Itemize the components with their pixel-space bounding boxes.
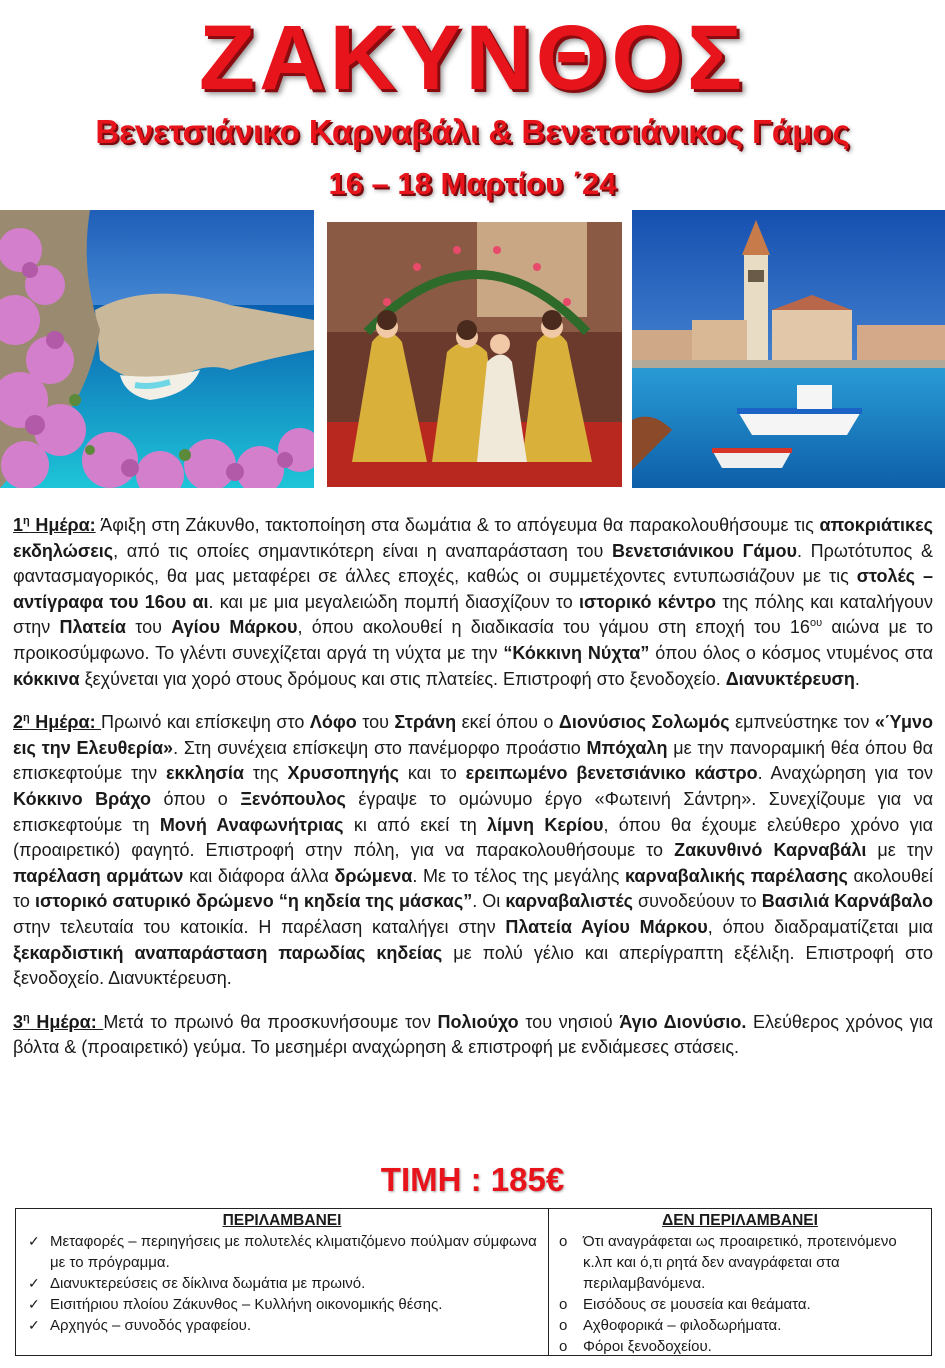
day-number: 2 [13,712,24,733]
not-included-item [557,1336,923,1357]
highlight-text: καρναβαλικής παρέλασης [624,865,848,886]
highlight-text: ξεκαρδιστική αναπαράσταση παρωδίας κηδείας [13,942,443,963]
highlight-text: δρώμενα [334,865,413,886]
included-item-text: Αρχηγός – συνοδός γραφείου. [50,1317,252,1334]
included-item [24,1294,540,1315]
day-label [13,515,96,535]
not-included-item [557,1231,923,1294]
day-1-paragraph [13,513,933,692]
checkmark-icon: ✓ [28,1233,40,1249]
page-title: ΖΑΚΥΝΘΟΣ [198,7,747,109]
body-text: ξεχύνεται για χορό στους δρόμους και στις πλατείες. Επιστροφή στο ξενοδοχείο. [79,668,726,689]
body-text: του νησιού [518,1011,620,1032]
body-text: . Οι [472,891,506,912]
highlight-text: Λόφο [309,712,357,733]
body-text: με πολύ γέλιο και απερίγραπτη εξέλιξη. Επιστροφή στο ξενοδοχείο. Διανυκτέρευση. [13,942,933,989]
highlight-text: αποκριάτικες εκδηλώσεις [13,515,933,561]
body-text: και το [399,763,466,784]
includes-table [15,1208,932,1356]
body-text: Πρωινό και επίσκεψη στο [101,712,310,733]
highlight-text: ιστορικό κέντρο [579,591,717,612]
not-included-heading: ΔΕΝ ΠΕΡΙΛΑΜΒΑΝΕΙ [662,1212,818,1229]
body-text: όπου όλος ο κόσμος ντυμένος στα [649,642,933,663]
highlight-text: Βασιλιά Καρνάβαλο [761,891,933,912]
highlight-text: “Κόκκινη Νύχτα” [503,642,650,663]
body-text: Ελεύθερος χρόνος για βόλτα & (προαιρετικό) γεύμα. Το μεσημέρι αναχώρηση & επιστροφή με ενδιάμεσες στάσεις. [13,1011,933,1058]
day-word: Ημέρα: [29,1011,104,1032]
not-included-item-text: Εισόδους σε μουσεία και θεάματα. [583,1296,811,1313]
not-included-list [557,1231,923,1357]
day-3-paragraph [13,1010,933,1061]
highlight-text: κόκκινα [13,668,80,689]
day-number-suffix: η [23,1011,30,1024]
highlight-text: «Ύμνο εις την Ελευθερία» [13,712,933,758]
body-text: κι από εκεί τη [343,814,488,835]
not-included-item-text: Αχθοφορικά – φιλοδωρήματα. [583,1317,782,1334]
body-text: Άφιξη στη Ζάκυνθο, τακτοποίηση στα δωμάτια & το απόγευμα θα παρακολουθήσουμε τις [95,515,820,535]
highlight-text: καρναβαλιστές [505,891,633,912]
body-text: έγραψε το ομώνυμο έργο «Φωτεινή Σάντρη». Συνεχίζουμε για να επισκεφτούμε τη [13,788,933,835]
included-item-text: Διανυκτερεύσεις σε δίκλινα δωμάτια με πρωινό. [50,1275,366,1292]
not-included-item [557,1315,923,1336]
not-included-column [549,1209,931,1355]
body-text: , από τις οποίες σημαντικότερη είναι η αναπαράσταση του [113,540,612,561]
body-text: εμπνεύστηκε τον [729,712,875,733]
body-text: Μετά το πρωινό θα προσκυνήσουμε τον [103,1011,438,1032]
highlight-text: Διανυκτέρευση [725,668,855,689]
day-number: 3 [13,1011,24,1032]
included-heading: ΠΕΡΙΛΑΜΒΑΝΕΙ [222,1212,342,1229]
checkmark-icon: ✓ [28,1317,40,1333]
highlight-text: ερειπωμένο βενετσιάνικο κάστρο [465,763,758,784]
checkmark-icon: ✓ [28,1275,40,1291]
highlight-text: Στράνη [394,712,457,733]
day-word: Ημέρα: [29,515,96,535]
event-subtitle: Βενετσιάνικο Καρναβάλι & Βενετσιάνικος Γάμος [95,113,850,150]
highlight-text: Βενετσιάνικου Γάμου [611,540,797,561]
included-item [24,1273,540,1294]
bullet-icon: o [559,1338,568,1355]
day-word: Ημέρα: [29,712,102,733]
day-number: 1 [13,515,24,535]
included-column [16,1209,549,1355]
photo-zakynthos-harbour [632,210,945,488]
highlight-text: Ξενόπουλος [240,788,346,809]
body-text: της πόλης και καταλήγουν στην [13,591,933,638]
bullet-icon: o [559,1296,568,1313]
highlight-text: Μπόχαλη [586,737,668,758]
body-text: . Στη συνέχεια επίσκεψη στο πανέμορφο προάστιο [173,737,587,758]
highlight-text: Πολιούχο [437,1011,519,1032]
event-dates: 16 – 18 Μαρτίου ΄24 [328,166,617,201]
body-text: . Αναχώρηση για τον [757,763,933,784]
highlight-text: Κόκκινο Βράχο [13,788,152,809]
body-text: όπου ο [151,788,241,809]
highlight-text: εκκλησία [165,763,244,784]
body-text: της [243,763,288,784]
body-text: του [356,712,395,733]
highlight-text: παρέλαση αρμάτων [13,865,184,886]
highlight-text: Πλατεία [59,617,126,638]
included-item [24,1315,540,1336]
highlight-text: στολές – αντίγραφα του 16ου αι [13,566,933,612]
body-text: αιώνα με το προικοσύμφωνο. Το γλέντι συνεχίζεται αργά τη νύχτα με την [13,617,934,663]
body-text: . [854,668,860,689]
itinerary [13,513,933,1079]
day-label [13,712,101,732]
day-number-suffix: η [23,515,30,527]
body-text: ου [809,617,823,630]
photo-venetian-wedding [327,222,622,487]
body-text: . Με το τέλος της μεγάλης [412,865,625,886]
highlight-text: ιστορικό σατυρικό δρώμενο “η κηδεία της μάσκας” [34,891,473,912]
body-text: με την πανοραμική θέα όπου θα επισκεφτούμε την [13,737,934,784]
body-text: με την [866,840,933,861]
highlight-text: Διονύσιος Σολωμός [558,712,730,733]
not-included-item-text: Ότι αναγράφεται ως προαιρετικό, προτεινόμενο κ.λπ και ό,τι ρητά δεν αναγράφεται στα περιλαμβανόμενα. [583,1233,897,1292]
included-list [24,1231,540,1336]
highlight-text: λίμνη Κερίου [487,814,604,835]
highlight-text: Αγίου Μάρκου [171,617,298,638]
body-text: στην τελευταία του κατοικία. Η παρέλαση καταλήγει στην [13,916,506,937]
body-text: , όπου ακολουθεί η διαδικασία του γάμου στη εποχή του 16 [297,617,810,638]
not-included-item-text: Φόροι ξενοδοχείου. [583,1338,712,1355]
included-item-text: Εισιτήριου πλοίου Ζάκυνθος – Κυλλήνη οικονομικής θέσης. [50,1296,443,1313]
photo-navagio-beach [0,210,314,488]
day-label [13,1012,103,1032]
bullet-icon: o [559,1233,568,1250]
highlight-text: Άγιο Διονύσιο. [619,1011,747,1032]
highlight-text: Μονή Αναφωνήτριας [159,814,344,835]
day-number-suffix: η [23,712,30,725]
included-item [24,1231,540,1273]
included-item-text: Μεταφορές – περιηγήσεις με πολυτελές κλιματιζόμενο πούλμαν σύμφωνα με το πρόγραμμα. [50,1233,537,1271]
body-text: , όπου θα έχουμε ελεύθερο χρόνο για (προαιρετικό) φαγητό. Επιστροφή στην πόλη, για να παρακολουθήσουμε το [13,814,933,861]
body-text: και διάφορα άλλα [183,865,335,886]
body-text: ακολουθεί το [13,865,934,912]
body-text: συνοδεύουν το [632,891,762,912]
highlight-text: Χρυσοπηγής [287,763,400,784]
highlight-text: Ζακυνθινό Καρναβάλι [674,840,867,861]
price-label: ΤΙΜΗ : 185€ [380,1161,565,1198]
bullet-icon: o [559,1317,568,1334]
body-text: του [126,617,172,638]
body-text: εκεί όπου ο [456,712,559,733]
day-2-paragraph [13,710,933,992]
checkmark-icon: ✓ [28,1296,40,1312]
body-text: . και με μια μεγαλειώδη πομπή διασχίζουν το [208,591,580,612]
highlight-text: Πλατεία Αγίου Μάρκου [505,916,708,937]
not-included-item [557,1294,923,1315]
body-text: , όπου διαδραματίζεται μια [707,916,933,937]
body-text: . Πρωτότυπος & φαντασμαγορικός, θα μας μεταφέρει σε άλλες εποχές, καθώς οι συμμετέχοντες εντυπωσιάζουν με τις [13,540,933,587]
